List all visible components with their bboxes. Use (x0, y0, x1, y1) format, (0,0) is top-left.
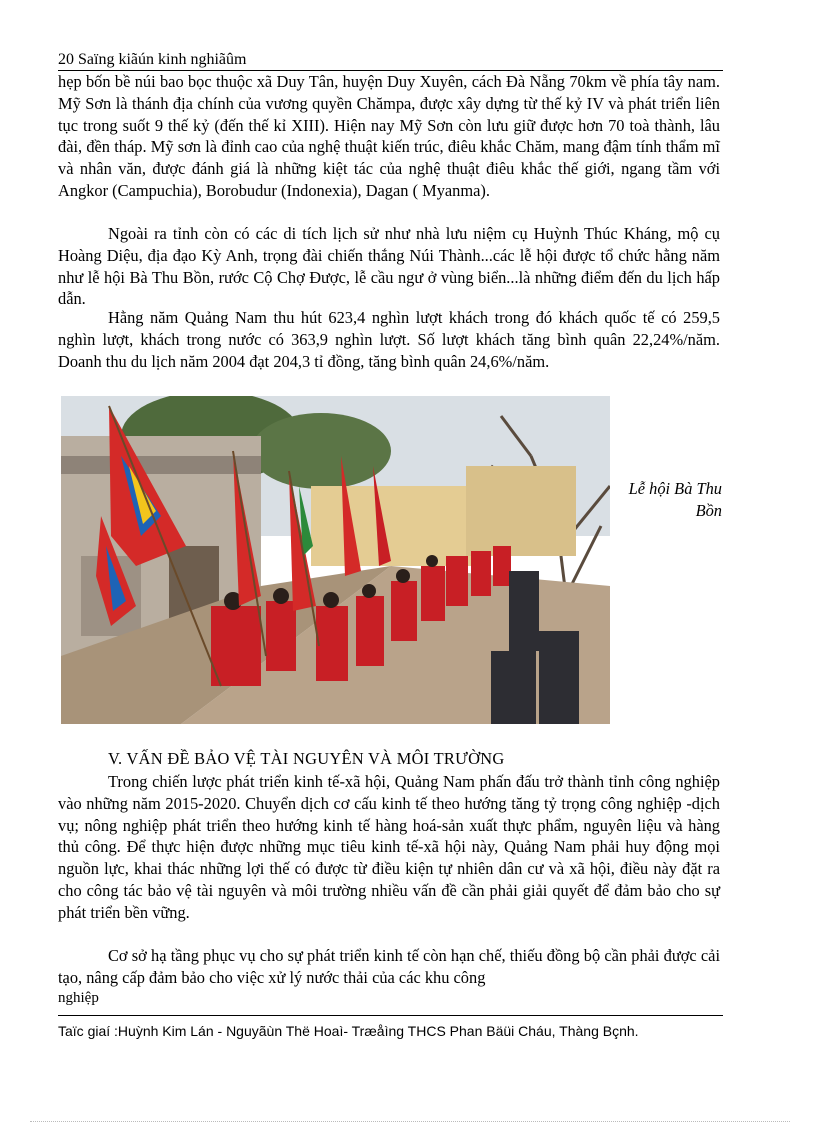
photo-caption: Lễ hội Bà Thu Bồn (628, 479, 722, 520)
festival-photo (61, 396, 610, 724)
trailing-word: nghiệp (58, 990, 99, 1006)
page-bottom-rule (30, 1121, 790, 1122)
page-header: 20 Saïng kiãún kinh nghiãûm (58, 50, 723, 71)
paragraph-my-son: hẹp bốn bề núi bao bọc thuộc xã Duy Tân, huyện Duy Xuyên, cách Đà Nẵng 70km về phía tây nam. Mỹ Sơn là thánh địa chính của vương quyền Chămpa, được xây dựng từ thế kỷ IV và phát triển liên tục trong suốt 9 thế kỷ (đến thế kỉ XIII). Hiện nay Mỹ Sơn còn lưu giữ được hơn 70 toà thành, lâu đài, đền tháp. Mỹ sơn là đỉnh cao của nghệ thuật kiến trúc, điêu khắc Chăm, mang đậm tính thẩm mĩ và nhân văn, được đánh giá là những kiệt tác của nghệ thuật điêu khắc thế giới, ngang tầm với Angkor (Campuchia), Borobudur (Indonexia), Dagan ( Myanma). (58, 72, 720, 200)
section-heading: V. VẤN ĐỀ BẢO VỆ TÀI NGUYÊN VÀ MÔI TRƯỜNG (108, 749, 505, 768)
paragraph-historical-sites: Ngoài ra tỉnh còn có các di tích lịch sử như nhà lưu niệm cụ Huỳnh Thúc Kháng, mộ cụ Hoàng Diệu, địa đạo Kỳ Anh, trọng đài chiến thắng Núi Thành...các lễ hội được tổ chức hằng năm như lễ hội Bà Thu Bồn, rước Cộ Chợ Được, lễ cầu ngư ở vùng biển...là những điểm đến du lịch hấp dẫn. (58, 224, 720, 309)
paragraph-environment-strategy: Trong chiến lược phát triển kinh tế-xã hội, Quảng Nam phấn đấu trở thành tỉnh công nghiệp vào những năm 2015-2020. Chuyển dịch cơ cấu kinh tế theo hướng tăng tỷ trọng công nghiệp -dịch vụ; nông nghiệp phát triển theo hướng kinh tế hàng hoá-sản xuất thực phẩm, nguyên liệu và hàng thủ công. Để thực hiện được những mục tiêu kinh tế-xã hội này, Quảng Nam phải huy động mọi nguồn lực, khai thác những lợi thế có được từ điều kiện tự nhiên dân cư và xã hội, điều này đặt ra cho công tác bảo vệ tài nguyên và môi trường nhiều vấn đề cần phải giải quyết để đảm bảo cho sự phát triển bền vững. (58, 772, 720, 922)
paragraph-infrastructure: Cơ sở hạ tầng phục vụ cho sự phát triển kinh tế còn hạn chế, thiếu đồng bộ cần phải được cải tạo, nâng cấp đảm bảo cho việc xử lý nước thải của các khu công (58, 946, 720, 987)
page-footer: Taïc giaí :Huỳnh Kim Lán - Nguyãùn Thë Hoaì- Træåìng THCS Phan Bäüi Cháu, Thàng Bçnh. (58, 1015, 723, 1042)
paragraph-tourism-stats: Hằng năm Quảng Nam thu hút 623,4 nghìn lượt khách trong đó khách quốc tế có 259,5 nghìn lượt, khách trong nước có 363,9 nghìn lượt. Số lượt khách tăng bình quân 22,24%/năm. Doanh thu du lịch năm 2004 đạt 204,3 tỉ đồng, tăng bình quân 24,6%/năm. (58, 308, 720, 371)
